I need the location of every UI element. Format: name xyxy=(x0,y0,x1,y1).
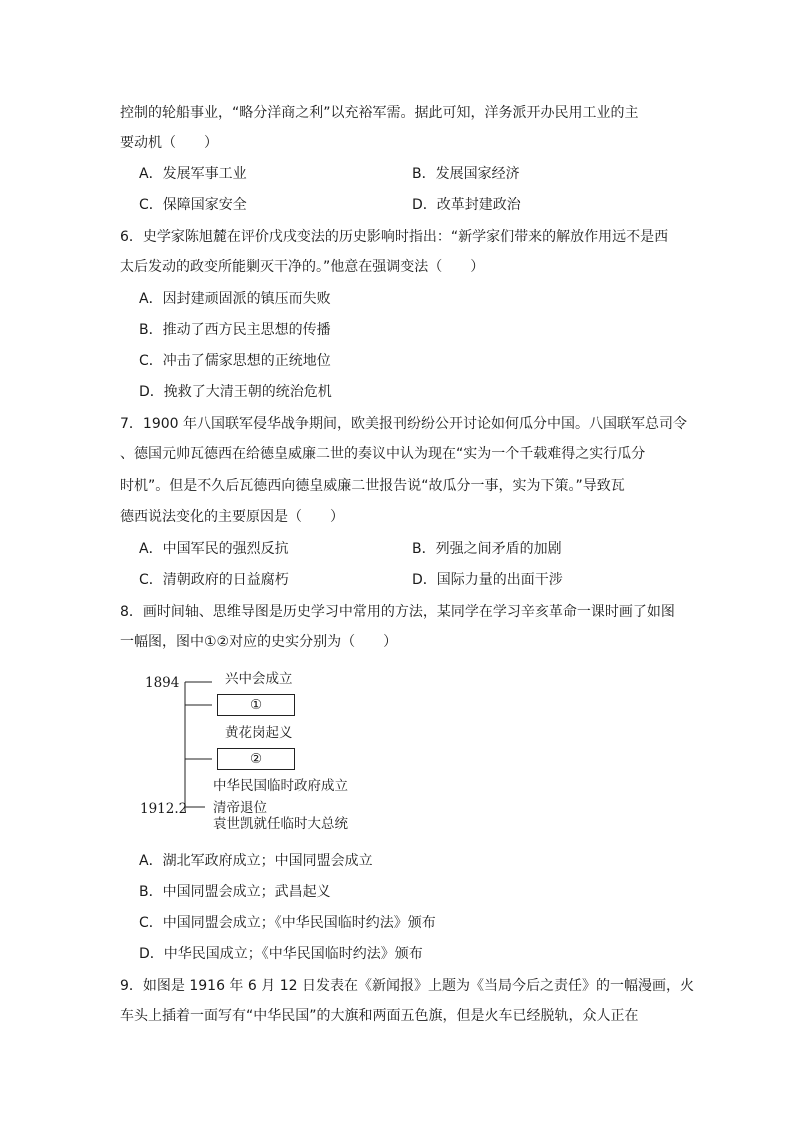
q5-option-b: B．发展国家经济 xyxy=(412,166,520,182)
q7-stem-line2: 、德国元帅瓦德西在给德皇威廉二世的奏议中认为现在“实为一个千载难得之实行瓜分 xyxy=(120,446,646,462)
q8-option-d: D．中华民国成立；《中华民国临时约法》颁布 xyxy=(139,946,423,962)
q7-option-c: C．清朝政府的日益腐朽 xyxy=(139,572,289,588)
q7-option-b: B．列强之间矛盾的加剧 xyxy=(412,541,562,557)
q5-stem-line2: 要动机（ ） xyxy=(120,135,218,151)
q5-option-c: C．保障国家安全 xyxy=(139,197,247,213)
timeline-item-huanghuagang: 黄花岗起义 xyxy=(225,725,293,741)
q6-option-d: D．挽救了大清王朝的统治危机 xyxy=(139,384,332,400)
timeline-blank-box-1: ① xyxy=(217,694,295,716)
timeline-blank-box-2: ② xyxy=(217,748,295,770)
timeline-year-end: 1912.2 xyxy=(140,801,188,817)
revolution-timeline-diagram xyxy=(140,665,405,835)
q8-option-c: C．中国同盟会成立；《中华民国临时约法》颁布 xyxy=(139,915,436,931)
q6-option-c: C．冲击了儒家思想的正统地位 xyxy=(139,353,331,369)
q8-option-a: A．湖北军政府成立；中国同盟会成立 xyxy=(139,853,373,869)
q8-stem-line2: 一幅图，图中①②对应的史实分别为（ ） xyxy=(120,634,398,650)
q8-option-b: B．中国同盟会成立；武昌起义 xyxy=(139,884,331,900)
q6-stem-line1: 6．史学家陈旭麓在评价戊戌变法的历史影响时指出：“新学家们带来的解放作用远不是西 xyxy=(120,229,669,245)
q7-stem-line4: 德西说法变化的主要原因是（ ） xyxy=(120,509,344,525)
timeline-item-provisional-government: 中华民国临时政府成立 xyxy=(213,778,348,794)
timeline-item-yuan-shikai: 袁世凯就任临时大总统 xyxy=(213,816,348,832)
q6-option-b: B．推动了西方民主思想的传播 xyxy=(139,322,331,338)
q5-option-d: D．改革封建政治 xyxy=(412,197,521,213)
q9-stem-line1: 9．如图是 1916 年 6 月 12 日发表在《新闻报》上题为《当局今后之责任》的一幅漫画，火 xyxy=(120,978,694,994)
q6-stem-line2: 太后发动的政变所能剿灭干净的。”他意在强调变法（ ） xyxy=(120,259,485,275)
q7-stem-line3: 时机”。但是不久后瓦德西向德皇威廉二世报告说“故瓜分一事，实为下策。”导致瓦 xyxy=(120,478,625,494)
q9-stem-line2: 车头上插着一面写有“中华民国”的大旗和两面五色旗，但是火车已经脱轨，众人正在 xyxy=(120,1008,639,1024)
timeline-item-abdication: 清帝退位 xyxy=(213,800,267,816)
q7-option-d: D．国际力量的出面干涉 xyxy=(412,572,563,588)
q5-option-a: A．发展军事工业 xyxy=(139,166,247,182)
q7-option-a: A．中国军民的强烈反抗 xyxy=(139,541,289,557)
q5-stem-line1: 控制的轮船事业，“略分洋商之利”以充裕军需。据此可知，洋务派开办民用工业的主 xyxy=(120,105,639,121)
q7-stem-line1: 7．1900 年八国联军侵华战争期间，欧美报刊纷纷公开讨论如何瓜分中国。八国联军总司令 xyxy=(120,416,687,432)
timeline-year-start: 1894 xyxy=(145,675,180,691)
q8-stem-line1: 8．画时间轴、思维导图是历史学习中常用的方法，某同学在学习辛亥革命一课时画了如图 xyxy=(120,604,675,620)
q6-option-a: A．因封建顽固派的镇压而失败 xyxy=(139,291,331,307)
timeline-item-xingzhonghui: 兴中会成立 xyxy=(225,671,293,687)
